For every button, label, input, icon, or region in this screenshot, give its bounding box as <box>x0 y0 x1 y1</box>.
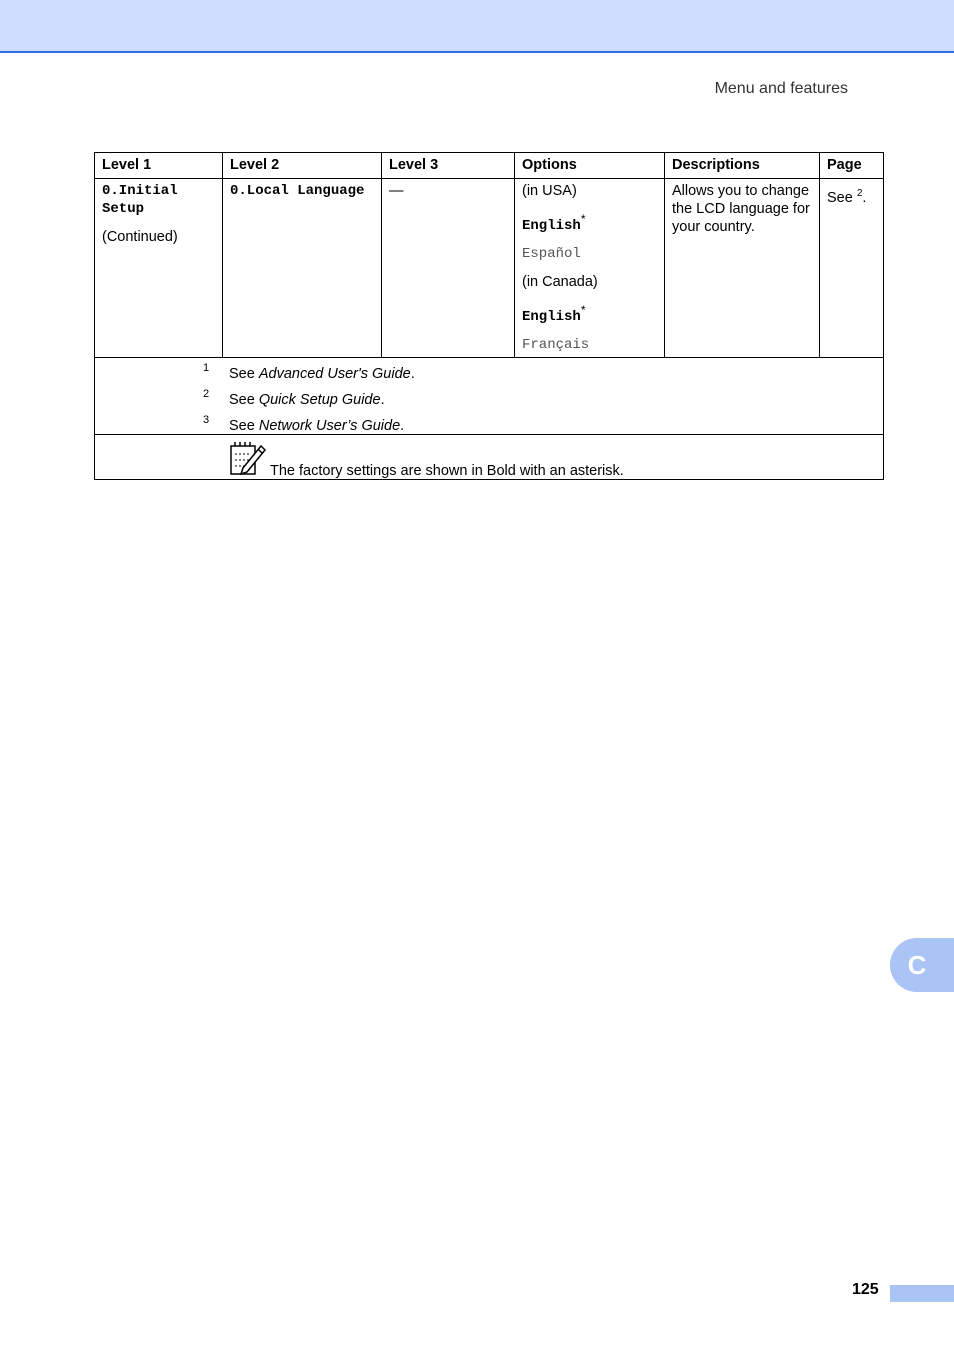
option-canada-label: (in Canada) <box>522 273 598 290</box>
page-number-band <box>890 1285 954 1302</box>
col-header-options: Options <box>515 153 665 179</box>
header-band <box>0 0 954 53</box>
note-pencil-icon <box>229 440 267 476</box>
default-asterisk: * <box>580 212 586 226</box>
cell-level2 <box>223 179 382 358</box>
cell-page <box>820 179 884 358</box>
option-usa-label: (in USA) <box>522 183 577 199</box>
level3-value: — <box>389 183 404 199</box>
option-usa-alt: Español <box>522 245 581 262</box>
note-row <box>95 434 884 479</box>
menu-table <box>94 152 884 480</box>
chapter-tab: C <box>890 938 954 992</box>
cell-options <box>515 179 665 358</box>
page-prefix: See <box>827 189 853 206</box>
footnote-1: 1 See Advanced User's Guide. <box>203 361 415 382</box>
page-suffix: . <box>862 189 867 206</box>
table-row <box>95 179 884 358</box>
cell-description <box>665 179 820 358</box>
level1-code: 0.Initial Setup <box>102 183 178 217</box>
footnote-2: 2 See Quick Setup Guide. <box>203 387 385 408</box>
note-box <box>95 435 883 479</box>
option-canada-default: English <box>522 308 581 325</box>
col-header-descriptions: Descriptions <box>665 153 820 179</box>
col-header-level3: Level 3 <box>382 153 515 179</box>
level1-note: (Continued) <box>102 229 178 245</box>
default-asterisk: * <box>580 302 586 317</box>
note-text: The factory settings are shown in Bold with an asterisk. <box>270 462 624 479</box>
cell-level1 <box>95 179 223 358</box>
running-title: Menu and features <box>714 80 848 97</box>
table-header-row <box>95 153 884 179</box>
page-footnote-ref: 2 <box>856 188 863 199</box>
level2-code: 0.Local Language <box>230 183 365 199</box>
option-canada-alt: Français <box>522 336 590 353</box>
col-header-level1: Level 1 <box>95 153 223 179</box>
cell-level3 <box>382 179 515 358</box>
description-text: Allows you to change the LCD language for your country. <box>672 183 810 235</box>
footnotes <box>95 358 883 434</box>
option-usa-default: English <box>522 217 581 234</box>
footnote-3: 3 See Network User’s Guide. <box>203 413 405 434</box>
col-header-level2: Level 2 <box>223 153 382 179</box>
footnote-row <box>95 357 884 434</box>
page-number: 125 <box>852 1281 879 1298</box>
col-header-page: Page <box>820 153 884 179</box>
